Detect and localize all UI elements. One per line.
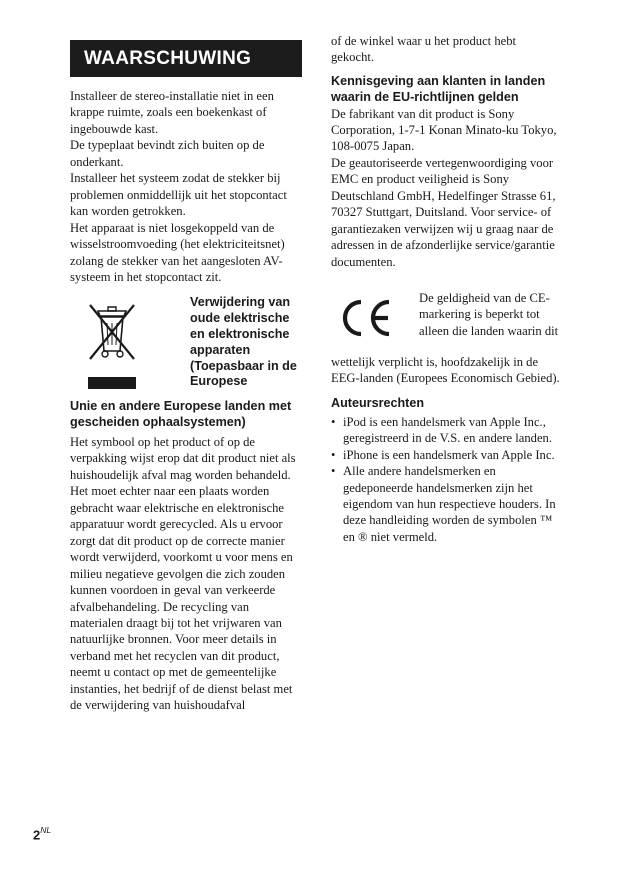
bullet-icon: • (331, 464, 336, 479)
ce-mark-icon (337, 296, 397, 340)
eu-heading: Kennisgeving aan klanten in landen waarin de EU-richtlijnen gelden (331, 73, 546, 104)
intro-text (70, 88, 302, 285)
intro-paragraph: Installeer het systeem zodat de stekker bij problemen onmiddellijk uit het stopcontact kan worden getrokken. (70, 171, 287, 219)
ce-rest-text: wettelijk verplicht is, hoofdzakelijk in de EEG-landen (Europees Economisch Gebied). (331, 355, 560, 386)
eu-paragraph: De geautoriseerde vertegenwoordiging voor EMC en product veiligheid is Sony Deutschland GmbH, Hedelfinger Strasse 61, 70327 Stuttgart, Duitsland. Voor service- of garantiezaken verwijzen wij u graag naar de adressen in de afzonderlijke service/garantie documenten. (331, 155, 556, 269)
list-item: • iPod is een handelsmerk van Apple Inc., geregistreerd in de V.S. en andere landen. (331, 414, 553, 446)
list-item: • Alle andere handelsmerken en gedeponeerde handelsmerken zijn het eigendom van hun respectieve houders. In deze handleiding worden de symbolen ™ en ® niet vermeld. (331, 464, 556, 544)
intro-paragraph: Het apparaat is niet losgekoppeld van de wisselstroomvoeding (het elektriciteitsnet) zolang de stekker van het aangesloten AV-systeem in het stopcontact zit. (70, 220, 285, 284)
bullet-icon: • (331, 414, 336, 429)
left-column (70, 40, 302, 714)
page-number-value: 2 (33, 827, 41, 843)
right-column (331, 33, 561, 545)
weee-body: Het symbool op het product of op de verpakking wijst erop dat dit product niet als huishoudelijk afval mag worden behandeld. Het moet echter naar een plaats worden gebracht waar elektrische en elektronische apparatuur wordt gerecycled. Als u ervoor zorgt dat dit product op de correcte manier wordt verwijderd, voorkomt u voor mens en milieu negatieve gevolgen die zich zouden kunnen voordoen in geval van verkeerde afvalbehandeling. De recycling van materialen draagt bij tot het vrijwaren van natuurlijke bronnen. Voor meer details in verband met het recyclen van dit product, neemt u contact op met de gemeentelijke instanties, het bedrijf of de dienst belast met de verwijdering van huishoudafval (70, 435, 296, 713)
page-number (33, 825, 51, 844)
weee-heading-full: Unie en andere Europese landen met gescheiden ophaalsystemen) (70, 399, 292, 430)
copyright-heading: Auteursrechten (331, 395, 425, 410)
intro-paragraph: De typeplaat bevindt zich buiten op de onderkant. (70, 138, 265, 169)
eu-paragraph: De fabrikant van dit product is Sony Corporation, 1-7-1 Konan Minato-ku Tokyo, 108-0075 Japan. (331, 106, 557, 154)
ce-side-text: De geldigheid van de CE-markering is beperkt tot alleen die landen waarin dit (419, 291, 559, 338)
ce-section (331, 290, 561, 354)
warning-banner: WAARSCHUWING (70, 40, 302, 77)
list-item: • iPhone is een handelsmerk van Apple Inc. (331, 447, 555, 462)
eu-body (331, 106, 561, 271)
crossed-out-wheelie-bin-icon (84, 297, 140, 391)
continuation-text: of de winkel waar u het product hebt gekocht. (331, 34, 516, 65)
bullet-icon: • (331, 447, 336, 462)
trademark-list (331, 414, 561, 546)
weee-heading-side: Verwijdering van oude elektrische en elektronische apparaten (Toepasbaar in de Europese (190, 295, 297, 389)
intro-paragraph: Installeer de stereo-installatie niet in een krappe ruimte, zoals een boekenkast of ingebouwde kast. (70, 89, 274, 136)
page-language: NL (40, 825, 52, 835)
weee-section (70, 295, 302, 403)
